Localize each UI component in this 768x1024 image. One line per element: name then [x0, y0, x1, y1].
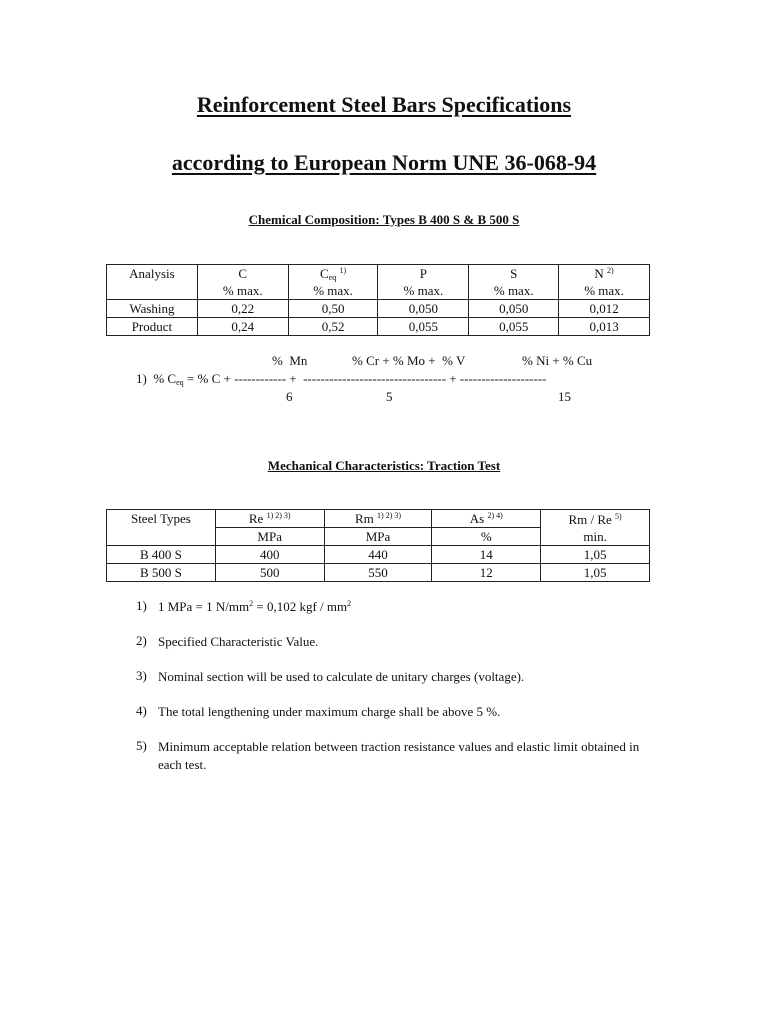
- formula-numerator-mn: % Mn: [272, 353, 308, 368]
- formula-numerator-ni-cu: % Ni + % Cu: [522, 353, 593, 368]
- chemical-composition-table: [106, 264, 650, 336]
- formula-numerator-cr-mo-v: % Cr + % Mo + % V: [352, 353, 466, 368]
- header-analysis: Analysis: [107, 265, 198, 300]
- formula-denominator-6: 6: [286, 389, 293, 404]
- mechanical-characteristics-heading: Mechanical Characteristics: Traction Test: [267, 458, 501, 473]
- table-unit-row: MPa MPa %: [107, 528, 650, 546]
- table-row: B 400 S 400 440 14 1,05: [107, 546, 650, 564]
- table-row: Product 0,24 0,52 0,055 0,055 0,013: [107, 318, 650, 336]
- mechanical-characteristics-table: [106, 509, 650, 582]
- header-as: As $^{2) 4)}$: [432, 510, 541, 528]
- header-p: P % max.: [378, 265, 469, 300]
- header-re: Re $^{1) 2) 3)}$: [215, 510, 324, 528]
- header-rm: Rm $^{1) 2) 3)}$: [324, 510, 432, 528]
- table-row: Washing 0,22 0,50 0,050 0,050 0,012: [107, 300, 650, 318]
- header-ceq: $C_{eq}$ $^{1)}$ % max.: [288, 265, 378, 300]
- page-title: Reinforcement Steel Bars Specifications: [196, 92, 572, 117]
- table-row: B 500 S 500 550 12 1,05: [107, 564, 650, 582]
- table-header-row: [107, 510, 650, 528]
- header-c: C % max.: [197, 265, 288, 300]
- header-n: N $^{2)}$ % max.: [559, 265, 650, 300]
- header-ratio: Rm / Re $^{5)}$ min.: [541, 510, 650, 546]
- table-header-row: [107, 265, 650, 300]
- chemical-composition-heading: Chemical Composition: Types B 400 S & B 500 S: [248, 212, 520, 227]
- formula-main-line: 1) % $C_{eq}$ = % C + ------------ + --------------------------------- + --------------------: [136, 371, 547, 387]
- header-steel-types: Steel Types: [107, 510, 216, 546]
- formula-denominator-15: 15: [558, 389, 571, 404]
- page-subtitle: according to European Norm UNE 36-068-94: [171, 150, 597, 175]
- header-s: S % max.: [469, 265, 559, 300]
- formula-denominator-5: 5: [386, 389, 393, 404]
